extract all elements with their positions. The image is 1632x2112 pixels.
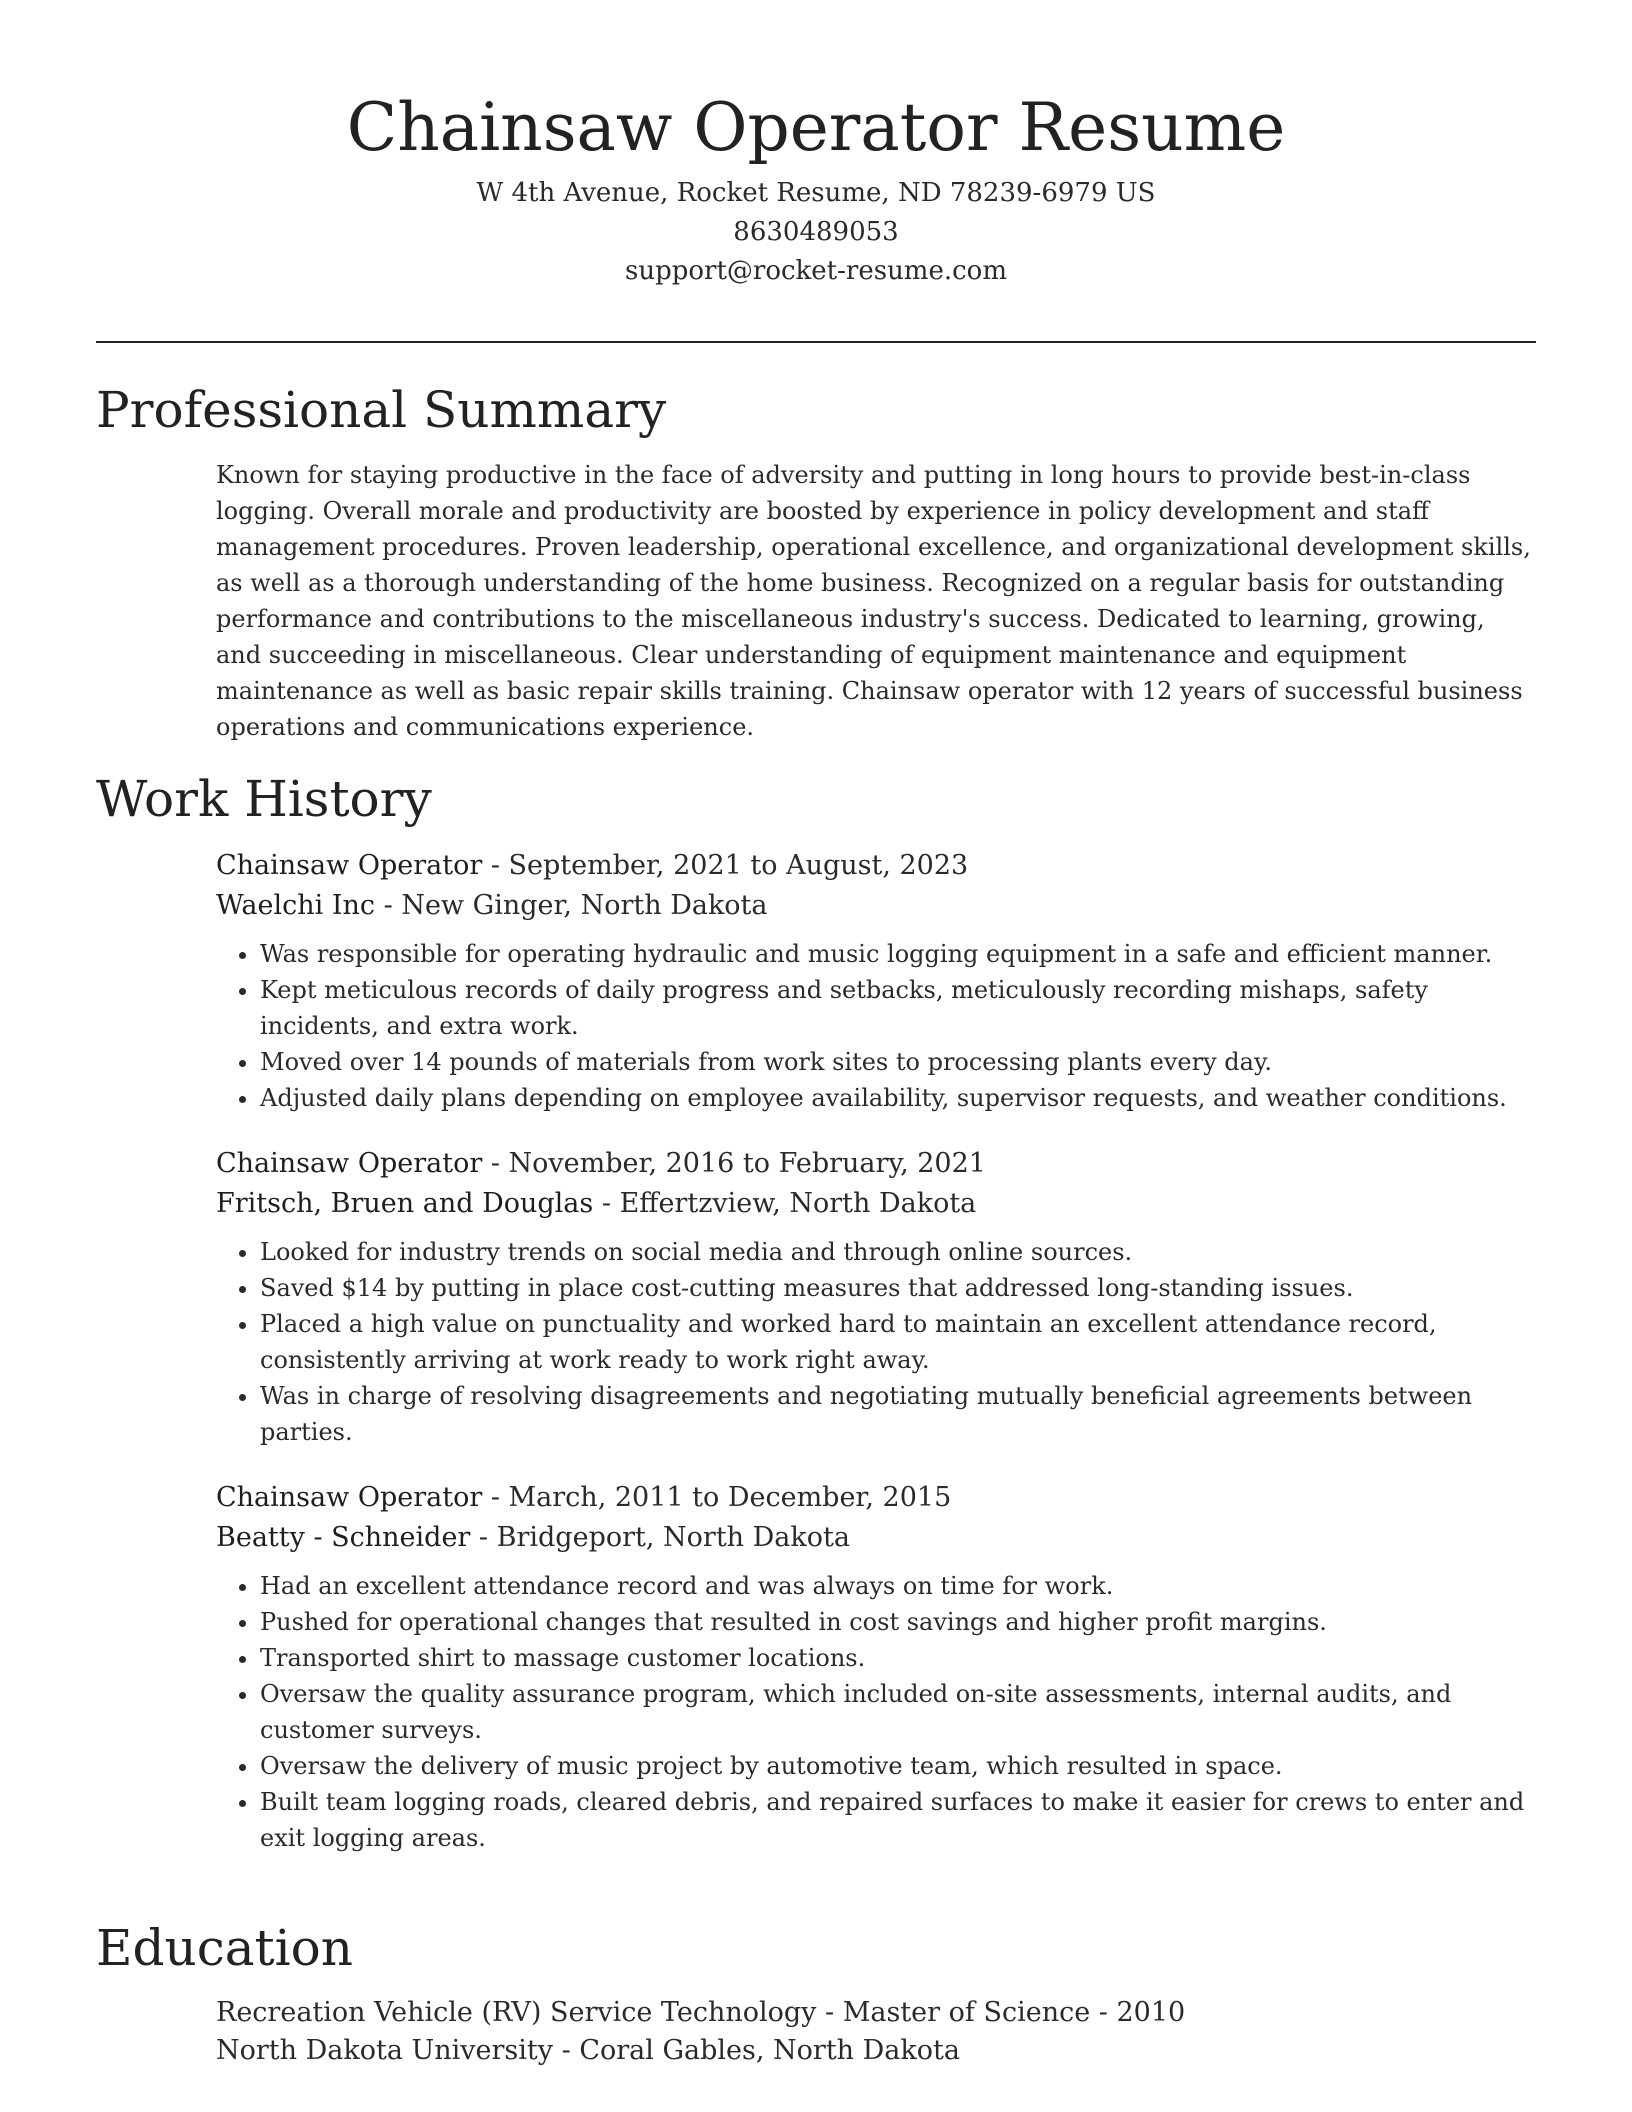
job-title-line: Chainsaw Operator - September, 2021 to August, 2023 [216, 850, 969, 881]
education-degree-line: Recreation Vehicle (RV) Service Technology - Master of Science - 2010 [216, 1997, 1186, 2028]
job-company: Beatty - Schneider [216, 1522, 471, 1553]
job-company: Fritsch, Bruen and Douglas [216, 1188, 594, 1219]
work-history-section [216, 846, 1536, 1884]
job-company-line: Beatty - Schneider - Bridgeport, North Dakota [216, 1522, 850, 1553]
summary-section [216, 457, 1536, 745]
address: W 4th Avenue, Rocket Resume, ND 78239-6979 US [476, 178, 1156, 208]
job-title-line: Chainsaw Operator - November, 2016 to February, 2021 [216, 1148, 986, 1179]
education-degree: Master of Science [842, 1997, 1091, 2028]
job-entry [216, 1478, 1536, 1856]
job-bullet: • Was in charge of resolving disagreements and negotiating mutually beneficial agreements between parties. [260, 1378, 1536, 1450]
job-position: Chainsaw Operator [216, 850, 483, 881]
phone: 8630489053 [733, 217, 899, 247]
job-bullet: • Oversaw the delivery of music project by automotive team, which resulted in space. [260, 1748, 1536, 1784]
job-bullet: • Built team logging roads, cleared debris, and repaired surfaces to make it easier for crews to enter and exit logging areas. [260, 1784, 1536, 1856]
job-location: Bridgeport, North Dakota [496, 1522, 850, 1553]
job-entry [216, 846, 1536, 1116]
education-heading: Education [96, 1919, 353, 1977]
job-company-line: Waelchi Inc - New Ginger, North Dakota [216, 890, 768, 921]
job-bullet: • Pushed for operational changes that resulted in cost savings and higher profit margins. [260, 1604, 1536, 1640]
job-title-line: Chainsaw Operator - March, 2011 to December, 2015 [216, 1482, 952, 1513]
job-company: Waelchi Inc [216, 890, 376, 921]
job-bullets [216, 1568, 1536, 1856]
education-location: Coral Gables, North Dakota [579, 2035, 960, 2066]
job-bullet: • Kept meticulous records of daily progress and setbacks, meticulously recording mishaps, safety incidents, and extra work. [260, 972, 1536, 1044]
job-location: Effertzview, North Dakota [619, 1188, 977, 1219]
job-bullet: • Was responsible for operating hydraulic and music logging equipment in a safe and efficient manner. [260, 936, 1536, 972]
resume-title: Chainsaw Operator Resume [346, 89, 1286, 166]
job-dates: March, 2011 to December, 2015 [508, 1482, 952, 1513]
job-dates: November, 2016 to February, 2021 [508, 1148, 986, 1179]
job-bullet: • Adjusted daily plans depending on employee availability, supervisor requests, and weather conditions. [260, 1080, 1536, 1116]
education-field: Recreation Vehicle (RV) Service Technology [216, 1997, 817, 2028]
education-section [216, 1994, 1536, 2070]
header-divider [96, 341, 1536, 343]
resume-header [0, 0, 1632, 291]
job-bullet: • Moved over 14 pounds of materials from work sites to processing plants every day. [260, 1044, 1536, 1080]
job-dates: September, 2021 to August, 2023 [508, 850, 969, 881]
job-position: Chainsaw Operator [216, 1482, 483, 1513]
job-bullet: • Had an excellent attendance record and was always on time for work. [260, 1568, 1536, 1604]
summary-text: Known for staying productive in the face of adversity and putting in long hours to provide best-in-class logging. Overall morale and productivity are boosted by experience in policy development and staff management procedures. Proven leadership, operational excellence, and organizational development skills, as well as a thorough understanding of the home business. Recognized on a regular basis for outstanding performance and contributions to the miscellaneous industry's success. Dedicated to learning, growing, and succeeding in miscellaneous. Clear understanding of equipment maintenance and equipment maintenance as well as basic repair skills training. Chainsaw operator with 12 years of successful business operations and communications experience. [216, 461, 1531, 741]
job-bullet: • Saved $14 by putting in place cost-cutting measures that addressed long-standing issues. [260, 1270, 1536, 1306]
job-bullets [216, 1234, 1536, 1450]
job-bullet: • Placed a high value on punctuality and worked hard to maintain an excellent attendance record, consistently arriving at work ready to work right away. [260, 1306, 1536, 1378]
job-bullet: • Oversaw the quality assurance program, which included on-site assessments, internal audits, and customer surveys. [260, 1676, 1536, 1748]
job-company-line: Fritsch, Bruen and Douglas - Effertzview, North Dakota [216, 1188, 977, 1219]
education-school: North Dakota University [216, 2035, 554, 2066]
email: support@rocket-resume.com [624, 256, 1007, 286]
summary-heading: Professional Summary [96, 381, 667, 439]
job-bullets [216, 936, 1536, 1116]
job-bullet: • Transported shirt to massage customer locations. [260, 1640, 1536, 1676]
job-position: Chainsaw Operator [216, 1148, 483, 1179]
education-year: 2010 [1116, 1997, 1186, 2028]
job-entry [216, 1144, 1536, 1450]
job-bullet: • Looked for industry trends on social media and through online sources. [260, 1234, 1536, 1270]
work-history-heading: Work History [96, 770, 432, 828]
education-school-line: North Dakota University - Coral Gables, North Dakota [216, 2035, 960, 2066]
job-location: New Ginger, North Dakota [401, 890, 768, 921]
